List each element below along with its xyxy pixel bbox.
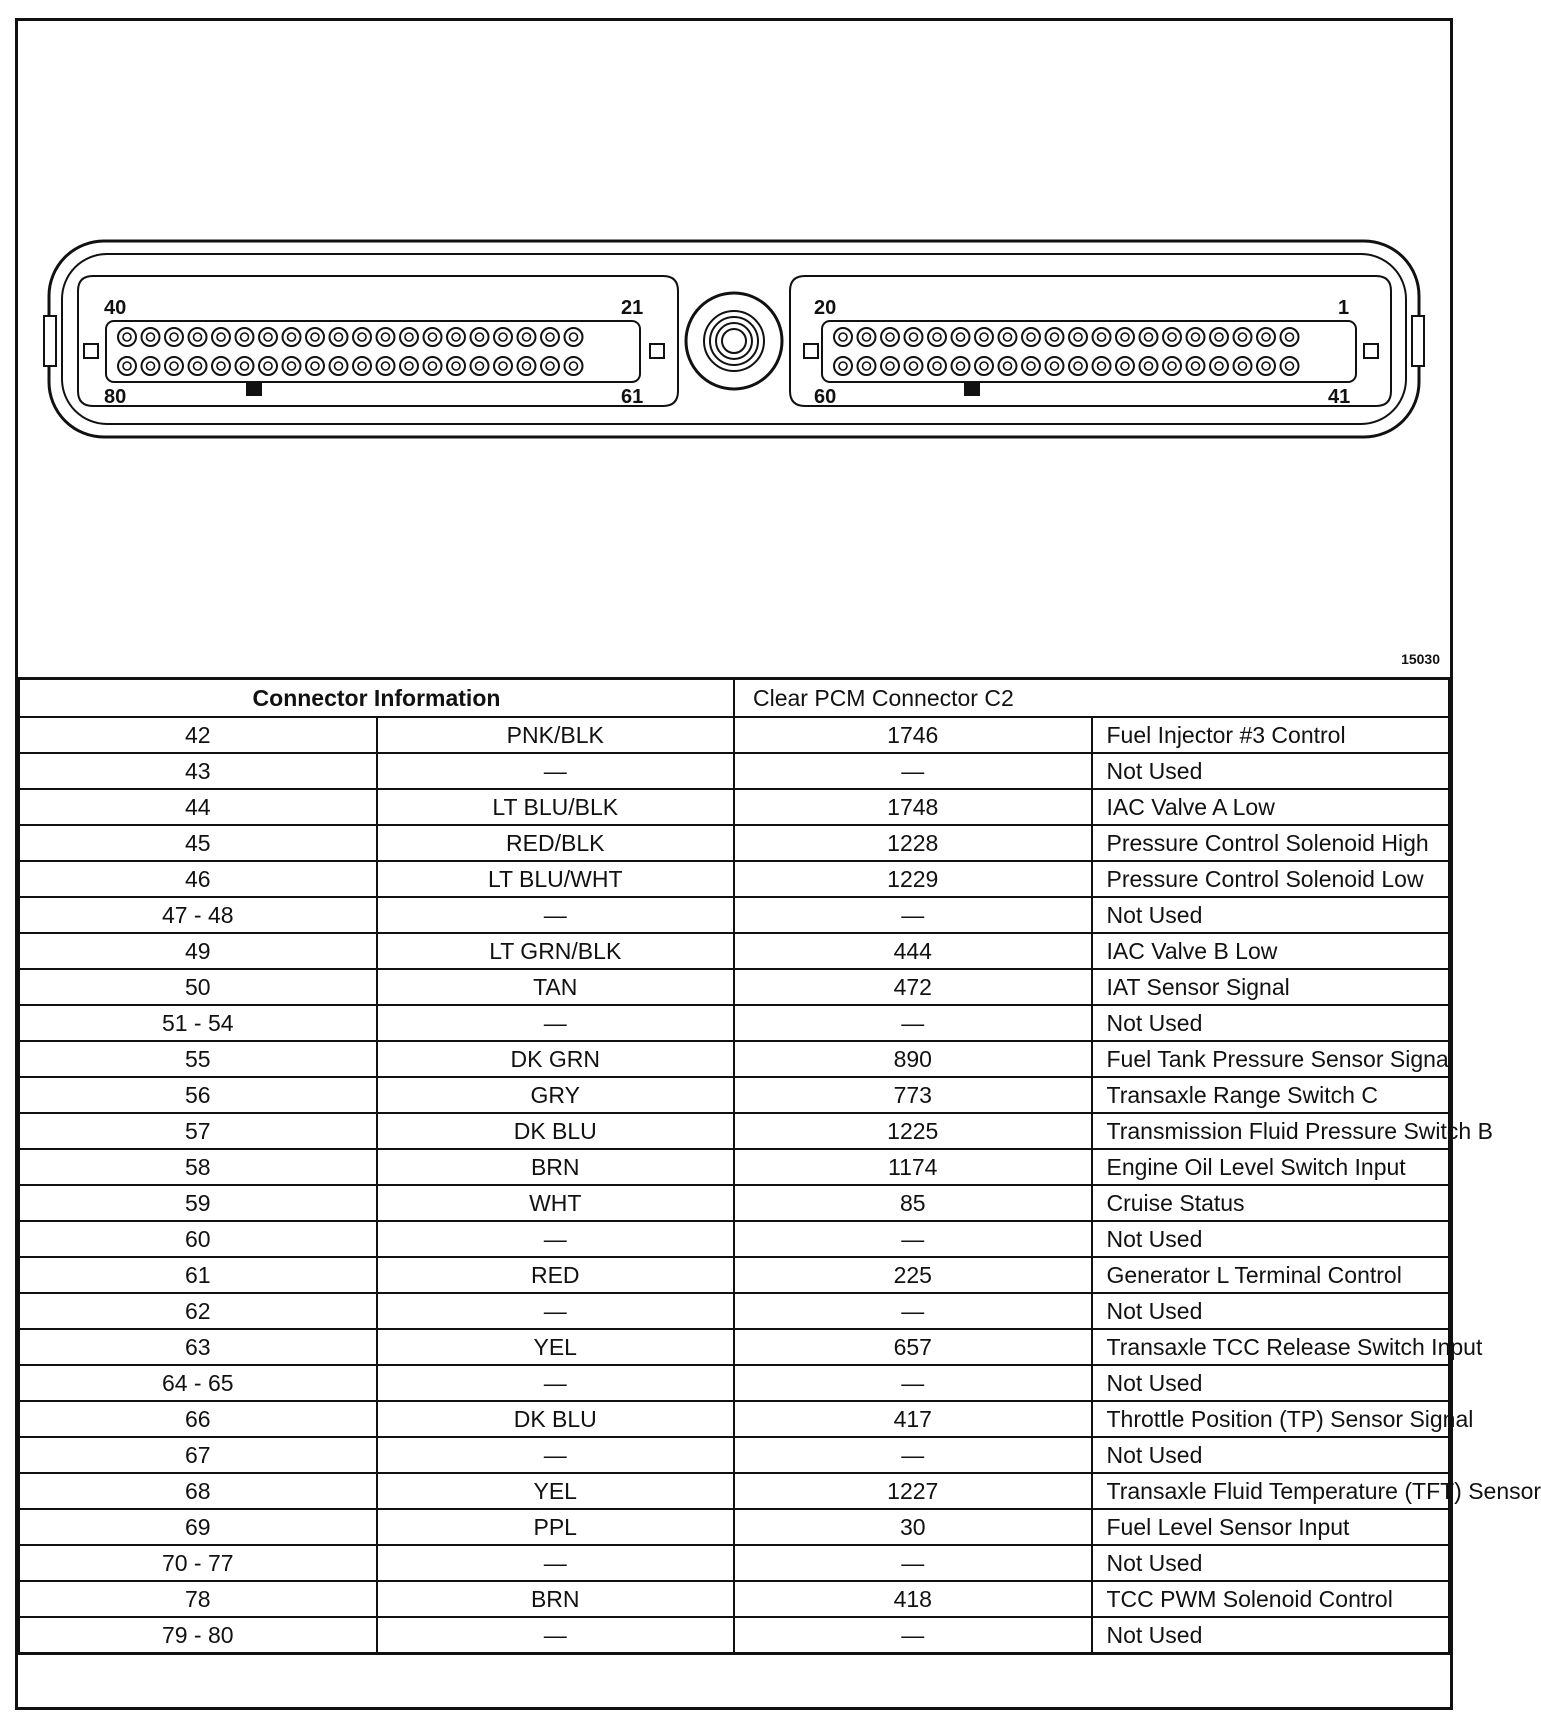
- table-row: [19, 1473, 1449, 1509]
- pin-icon: [1163, 328, 1181, 346]
- pin-number: 45: [19, 825, 377, 861]
- pin-icon: [494, 328, 512, 346]
- center-bolt-icon: [686, 293, 782, 389]
- pin-icon: [118, 328, 136, 346]
- pin-icon: [1022, 357, 1040, 375]
- pin-icon: [834, 357, 852, 375]
- circuit-number: 472: [734, 969, 1092, 1005]
- wire-color: —: [377, 1545, 735, 1581]
- pin-number: 79 - 80: [19, 1617, 377, 1654]
- wire-color: —: [377, 1437, 735, 1473]
- pin-icon: [471, 328, 489, 346]
- pin-number: 42: [19, 717, 377, 753]
- pin-number: 60: [19, 1221, 377, 1257]
- circuit-number: —: [734, 753, 1092, 789]
- table-row: [19, 1617, 1449, 1654]
- pin-icon: [1069, 357, 1087, 375]
- pin-icon: [494, 357, 512, 375]
- pin-icon: [565, 328, 583, 346]
- table-row: [19, 1113, 1449, 1149]
- label-61: 61: [621, 386, 644, 408]
- pin-number: 50: [19, 969, 377, 1005]
- right-pin-rows: [834, 328, 1299, 375]
- left-pin-field: [106, 321, 640, 382]
- pin-icon: [118, 357, 136, 375]
- pin-number: 63: [19, 1329, 377, 1365]
- circuit-number: —: [734, 1365, 1092, 1401]
- circuit-number: 444: [734, 933, 1092, 969]
- pin-function: Transaxle Fluid Temperature (TFT) Sensor: [1092, 1473, 1450, 1509]
- pin-icon: [541, 357, 559, 375]
- wire-color: RED: [377, 1257, 735, 1293]
- table-row: [19, 1077, 1449, 1113]
- pin-icon: [541, 328, 559, 346]
- wire-color: TAN: [377, 969, 735, 1005]
- pin-function: Not Used: [1092, 1365, 1450, 1401]
- circuit-number: —: [734, 1221, 1092, 1257]
- pin-function: Not Used: [1092, 1545, 1450, 1581]
- pin-icon: [928, 328, 946, 346]
- circuit-number: 1748: [734, 789, 1092, 825]
- table-row: [19, 789, 1449, 825]
- pin-icon: [565, 357, 583, 375]
- pin-icon: [858, 328, 876, 346]
- pin-function: IAC Valve A Low: [1092, 789, 1450, 825]
- pin-function: IAC Valve B Low: [1092, 933, 1450, 969]
- table-row: [19, 1437, 1449, 1473]
- pin-icon: [905, 328, 923, 346]
- pin-icon: [1281, 357, 1299, 375]
- pin-function: Transmission Fluid Pressure Switch B: [1092, 1113, 1450, 1149]
- circuit-number: —: [734, 897, 1092, 933]
- circuit-number: 657: [734, 1329, 1092, 1365]
- pin-icon: [306, 357, 324, 375]
- pin-number: 43: [19, 753, 377, 789]
- pin-icon: [858, 357, 876, 375]
- pin-icon: [400, 328, 418, 346]
- circuit-number: —: [734, 1545, 1092, 1581]
- pin-number: 49: [19, 933, 377, 969]
- pin-icon: [1210, 357, 1228, 375]
- left-ear: [44, 316, 56, 366]
- circuit-number: 1174: [734, 1149, 1092, 1185]
- right-inner-tab-icon: [804, 344, 818, 358]
- pin-function: Not Used: [1092, 753, 1450, 789]
- left-polarity-mark: [246, 382, 262, 396]
- pin-function: Fuel Tank Pressure Sensor Signal: [1092, 1041, 1450, 1077]
- left-inner-tab-icon: [650, 344, 664, 358]
- wire-color: LT GRN/BLK: [377, 933, 735, 969]
- pin-number: 67: [19, 1437, 377, 1473]
- table-row: [19, 1365, 1449, 1401]
- table-row: [19, 1329, 1449, 1365]
- pin-icon: [1140, 357, 1158, 375]
- pin-icon: [330, 328, 348, 346]
- pin-icon: [353, 328, 371, 346]
- table-row: [19, 1221, 1449, 1257]
- table-header-row: [19, 679, 1449, 718]
- pin-icon: [447, 328, 465, 346]
- circuit-number: 1746: [734, 717, 1092, 753]
- circuit-number: 30: [734, 1509, 1092, 1545]
- table-row: [19, 753, 1449, 789]
- pin-icon: [952, 328, 970, 346]
- pin-icon: [165, 357, 183, 375]
- circuit-number: 1225: [734, 1113, 1092, 1149]
- wire-color: PPL: [377, 1509, 735, 1545]
- pin-icon: [1187, 357, 1205, 375]
- pin-icon: [165, 328, 183, 346]
- pin-icon: [928, 357, 946, 375]
- pin-icon: [1187, 328, 1205, 346]
- label-60: 60: [814, 386, 837, 408]
- label-40: 40: [104, 297, 127, 319]
- pin-icon: [189, 357, 207, 375]
- wire-color: YEL: [377, 1329, 735, 1365]
- center-bolt-ring-1: [704, 311, 764, 371]
- circuit-number: 1227: [734, 1473, 1092, 1509]
- pin-icon: [142, 328, 160, 346]
- pin-number: 55: [19, 1041, 377, 1077]
- pin-icon: [142, 357, 160, 375]
- pin-function: Not Used: [1092, 1617, 1450, 1654]
- pin-icon: [377, 357, 395, 375]
- table-row: [19, 825, 1449, 861]
- circuit-number: 890: [734, 1041, 1092, 1077]
- circuit-number: 1228: [734, 825, 1092, 861]
- left-key-tab-icon: [84, 344, 98, 358]
- wire-color: YEL: [377, 1473, 735, 1509]
- label-41: 41: [1328, 386, 1351, 408]
- pin-icon: [236, 357, 254, 375]
- wire-color: —: [377, 1005, 735, 1041]
- pin-icon: [236, 328, 254, 346]
- pin-function: TCC PWM Solenoid Control: [1092, 1581, 1450, 1617]
- pin-icon: [905, 357, 923, 375]
- pin-icon: [1234, 357, 1252, 375]
- pin-icon: [999, 357, 1017, 375]
- right-polarity-mark: [964, 382, 980, 396]
- pin-icon: [1257, 328, 1275, 346]
- right-key-tab-icon: [1364, 344, 1378, 358]
- pin-icon: [1069, 328, 1087, 346]
- wire-color: DK GRN: [377, 1041, 735, 1077]
- pin-icon: [518, 328, 536, 346]
- pin-number: 47 - 48: [19, 897, 377, 933]
- document-frame: [15, 18, 1541, 1710]
- table-row: [19, 1041, 1449, 1077]
- table-row: [19, 1509, 1449, 1545]
- pin-number: 66: [19, 1401, 377, 1437]
- pin-icon: [952, 357, 970, 375]
- pin-function: Engine Oil Level Switch Input: [1092, 1149, 1450, 1185]
- pin-number: 56: [19, 1077, 377, 1113]
- circuit-number: 418: [734, 1581, 1092, 1617]
- table-row: [19, 861, 1449, 897]
- pin-number: 70 - 77: [19, 1545, 377, 1581]
- pin-icon: [1116, 328, 1134, 346]
- table-row: [19, 1257, 1449, 1293]
- pin-icon: [1093, 328, 1111, 346]
- header-connector-name: Clear PCM Connector C2: [734, 679, 1449, 718]
- pin-number: 51 - 54: [19, 1005, 377, 1041]
- center-bolt-ring-4: [722, 329, 746, 353]
- pin-icon: [471, 357, 489, 375]
- pin-number: 69: [19, 1509, 377, 1545]
- pin-icon: [424, 328, 442, 346]
- pin-number: 58: [19, 1149, 377, 1185]
- pin-number: 59: [19, 1185, 377, 1221]
- wire-color: WHT: [377, 1185, 735, 1221]
- pin-icon: [283, 357, 301, 375]
- wire-color: —: [377, 897, 735, 933]
- right-block-outline: [790, 276, 1391, 406]
- pin-number: 46: [19, 861, 377, 897]
- table-row: [19, 1005, 1449, 1041]
- wire-color: BRN: [377, 1149, 735, 1185]
- wire-color: BRN: [377, 1581, 735, 1617]
- pin-icon: [377, 328, 395, 346]
- figure-id: 15030: [1401, 651, 1440, 667]
- label-80: 80: [104, 386, 127, 408]
- wire-color: —: [377, 1365, 735, 1401]
- connector-diagram: [18, 21, 1450, 677]
- wire-color: GRY: [377, 1077, 735, 1113]
- table-row: [19, 717, 1449, 753]
- pin-number: 64 - 65: [19, 1365, 377, 1401]
- pin-icon: [330, 357, 348, 375]
- pin-icon: [1140, 328, 1158, 346]
- pin-icon: [999, 328, 1017, 346]
- pin-icon: [212, 357, 230, 375]
- circuit-number: 773: [734, 1077, 1092, 1113]
- pin-icon: [1046, 357, 1064, 375]
- circuit-number: —: [734, 1005, 1092, 1041]
- table-row: [19, 1545, 1449, 1581]
- pin-icon: [1234, 328, 1252, 346]
- table-row: [19, 1401, 1449, 1437]
- circuit-number: 417: [734, 1401, 1092, 1437]
- pin-function: Transaxle TCC Release Switch Input: [1092, 1329, 1450, 1365]
- header-connector-information: Connector Information: [19, 679, 734, 718]
- pin-icon: [424, 357, 442, 375]
- pin-number: 78: [19, 1581, 377, 1617]
- pin-icon: [975, 357, 993, 375]
- pin-icon: [259, 328, 277, 346]
- pin-function: Not Used: [1092, 897, 1450, 933]
- center-bolt-ring-2: [710, 317, 758, 365]
- circuit-number: —: [734, 1293, 1092, 1329]
- table-body: [19, 717, 1541, 1654]
- pin-function: Not Used: [1092, 1293, 1450, 1329]
- table-row: [19, 969, 1449, 1005]
- circuit-number: 1229: [734, 861, 1092, 897]
- pin-icon: [400, 357, 418, 375]
- wire-color: PNK/BLK: [377, 717, 735, 753]
- pin-function: IAT Sensor Signal: [1092, 969, 1450, 1005]
- pin-icon: [1093, 357, 1111, 375]
- left-pin-rows: [118, 328, 583, 375]
- pin-icon: [1022, 328, 1040, 346]
- pin-icon: [1210, 328, 1228, 346]
- pin-function: Not Used: [1092, 1005, 1450, 1041]
- pin-icon: [306, 328, 324, 346]
- pin-icon: [447, 357, 465, 375]
- pin-function: Fuel Level Sensor Input: [1092, 1509, 1450, 1545]
- right-pin-field: [822, 321, 1356, 382]
- pin-function: Pressure Control Solenoid Low: [1092, 861, 1450, 897]
- pin-function: Pressure Control Solenoid High: [1092, 825, 1450, 861]
- wire-color: —: [377, 1293, 735, 1329]
- label-1: 1: [1338, 297, 1350, 319]
- pin-icon: [518, 357, 536, 375]
- pin-function: Transaxle Range Switch C: [1092, 1077, 1450, 1113]
- table-row: [19, 1185, 1449, 1221]
- pin-icon: [1163, 357, 1181, 375]
- pin-number: 68: [19, 1473, 377, 1509]
- table-row: [19, 1293, 1449, 1329]
- wire-color: —: [377, 1221, 735, 1257]
- pin-icon: [283, 328, 301, 346]
- table-row: [19, 1149, 1449, 1185]
- wire-color: DK BLU: [377, 1113, 735, 1149]
- pin-number: 44: [19, 789, 377, 825]
- pin-function: Not Used: [1092, 1437, 1450, 1473]
- pin-icon: [975, 328, 993, 346]
- table-row: [19, 1581, 1449, 1617]
- pin-icon: [1257, 357, 1275, 375]
- connector-info-table: [18, 677, 1541, 1655]
- label-20: 20: [814, 297, 837, 319]
- table-row: [19, 933, 1449, 969]
- pin-icon: [353, 357, 371, 375]
- pin-function: Fuel Injector #3 Control: [1092, 717, 1450, 753]
- pin-icon: [189, 328, 207, 346]
- wire-color: LT BLU/WHT: [377, 861, 735, 897]
- pin-icon: [212, 328, 230, 346]
- pin-icon: [1116, 357, 1134, 375]
- circuit-number: —: [734, 1437, 1092, 1473]
- circuit-number: 85: [734, 1185, 1092, 1221]
- pin-function: Not Used: [1092, 1221, 1450, 1257]
- pin-function: Generator L Terminal Control: [1092, 1257, 1450, 1293]
- pin-icon: [881, 357, 899, 375]
- right-ear: [1412, 316, 1424, 366]
- circuit-number: 225: [734, 1257, 1092, 1293]
- wire-color: DK BLU: [377, 1401, 735, 1437]
- pin-icon: [881, 328, 899, 346]
- pin-function: Throttle Position (TP) Sensor Signal: [1092, 1401, 1450, 1437]
- pin-number: 61: [19, 1257, 377, 1293]
- connector-svg: [18, 21, 1450, 677]
- wire-color: —: [377, 753, 735, 789]
- pin-icon: [1281, 328, 1299, 346]
- pin-icon: [1046, 328, 1064, 346]
- wire-color: RED/BLK: [377, 825, 735, 861]
- pin-icon: [259, 357, 277, 375]
- circuit-number: —: [734, 1617, 1092, 1654]
- pin-number: 57: [19, 1113, 377, 1149]
- pin-number: 62: [19, 1293, 377, 1329]
- pin-icon: [834, 328, 852, 346]
- wire-color: LT BLU/BLK: [377, 789, 735, 825]
- pin-function: Cruise Status: [1092, 1185, 1450, 1221]
- label-21: 21: [621, 297, 644, 319]
- wire-color: —: [377, 1617, 735, 1654]
- table-row: [19, 897, 1449, 933]
